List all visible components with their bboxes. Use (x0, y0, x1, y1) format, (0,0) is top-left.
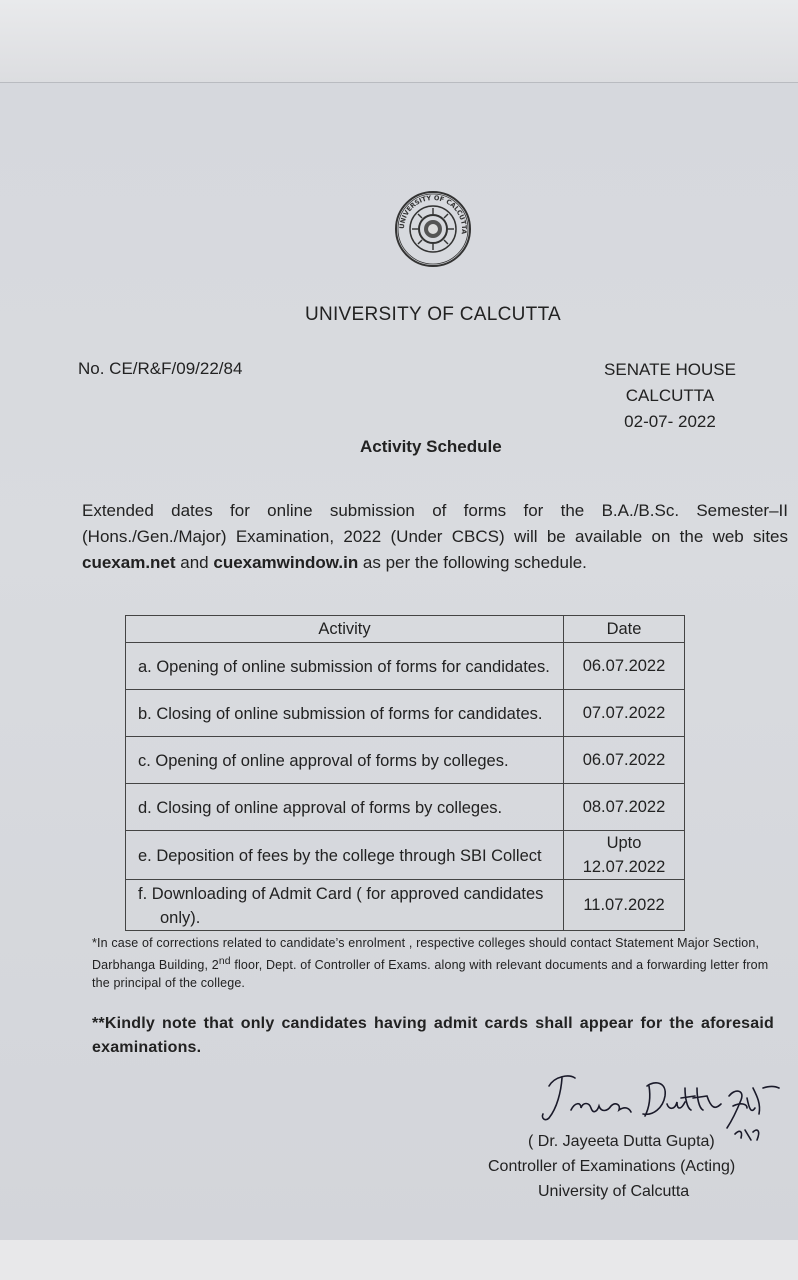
signatory-name: ( Dr. Jayeeta Dutta Gupta) (528, 1133, 715, 1150)
activity-cell (126, 643, 564, 690)
background-bottom (0, 1240, 798, 1280)
table-row (126, 643, 685, 690)
date-cell: 06.07.2022 (564, 737, 685, 784)
background-top (0, 0, 798, 82)
table-row (126, 880, 685, 931)
signatory-title: Controller of Examinations (Acting) (488, 1158, 736, 1175)
footnote (92, 934, 782, 993)
table-row (126, 831, 685, 880)
table-row (126, 737, 685, 784)
footnote-text-1: *In case of corrections related to candidate’s enrolment , respective colleges should contact Statement Major Section, Darbhanga Building, 2 (92, 936, 760, 972)
website-2: cuexamwindow.in (213, 553, 359, 572)
activity-cell (126, 784, 564, 831)
address-line-2: CALCUTTA (625, 386, 715, 405)
table-header-row (126, 616, 685, 643)
intro-text-1: Extended dates for online submission of forms for the B.A./B.Sc. Semester–II (Hons./Gen./Major) Examination, 2022 (Under CBCS) will be available on the web sites (82, 501, 788, 546)
activity-cell (126, 831, 564, 880)
date-cell (564, 831, 685, 880)
header-activity: Activity (126, 616, 564, 643)
footnote-text-2: floor, Dept. of Controller of Exams. along with relevant documents and a forwarding letter from the principal of the college. (92, 957, 769, 991)
intro-paragraph (82, 498, 788, 576)
date-line-1: Upto (606, 834, 642, 852)
activity-text: c. Opening of online approval of forms by colleges. (138, 752, 509, 770)
document-title: Activity Schedule (360, 437, 502, 456)
schedule-table (125, 615, 685, 931)
activity-text: f. Downloading of Admit Card ( for approved candidates only). (138, 885, 544, 927)
kindly-note: **Kindly note that only candidates having admit cards shall appear for the aforesaid examinations. (92, 1015, 774, 1056)
activity-cell (126, 737, 564, 784)
university-name: UNIVERSITY OF CALCUTTA (304, 304, 562, 325)
svg-text:UNIVERSITY OF CALCUTTA: UNIVERSITY OF CALCUTTA (397, 193, 469, 235)
intro-text-3: as per the following schedule. (358, 553, 587, 572)
header-date: Date (564, 616, 685, 643)
issue-date: 02-07- 2022 (624, 412, 716, 431)
activity-text: a. Opening of online submission of forms for candidates. (138, 658, 550, 676)
activity-cell (126, 690, 564, 737)
date-line-2: 12.07.2022 (582, 858, 666, 876)
date-cell: 06.07.2022 (564, 643, 685, 690)
activity-cell (126, 880, 564, 931)
activity-text: e. Deposition of fees by the college through SBI Collect (138, 847, 542, 865)
university-seal-logo (394, 190, 472, 268)
intro-text-2: and (175, 553, 214, 572)
reference-number: No. CE/R&F/09/22/84 (78, 359, 243, 378)
table-row (126, 690, 685, 737)
activity-text: b. Closing of online submission of forms for candidates. (138, 705, 543, 723)
activity-text: d. Closing of online approval of forms by colleges. (138, 799, 503, 817)
address-block (560, 357, 780, 435)
footnote-superscript: nd (218, 955, 231, 967)
website-1: cuexam.net (82, 553, 176, 572)
address-line-1: SENATE HOUSE (604, 360, 736, 379)
signatory-university: University of Calcutta (538, 1183, 690, 1200)
date-cell: 11.07.2022 (564, 880, 685, 931)
date-cell: 07.07.2022 (564, 690, 685, 737)
table-row (126, 784, 685, 831)
date-cell: 08.07.2022 (564, 784, 685, 831)
